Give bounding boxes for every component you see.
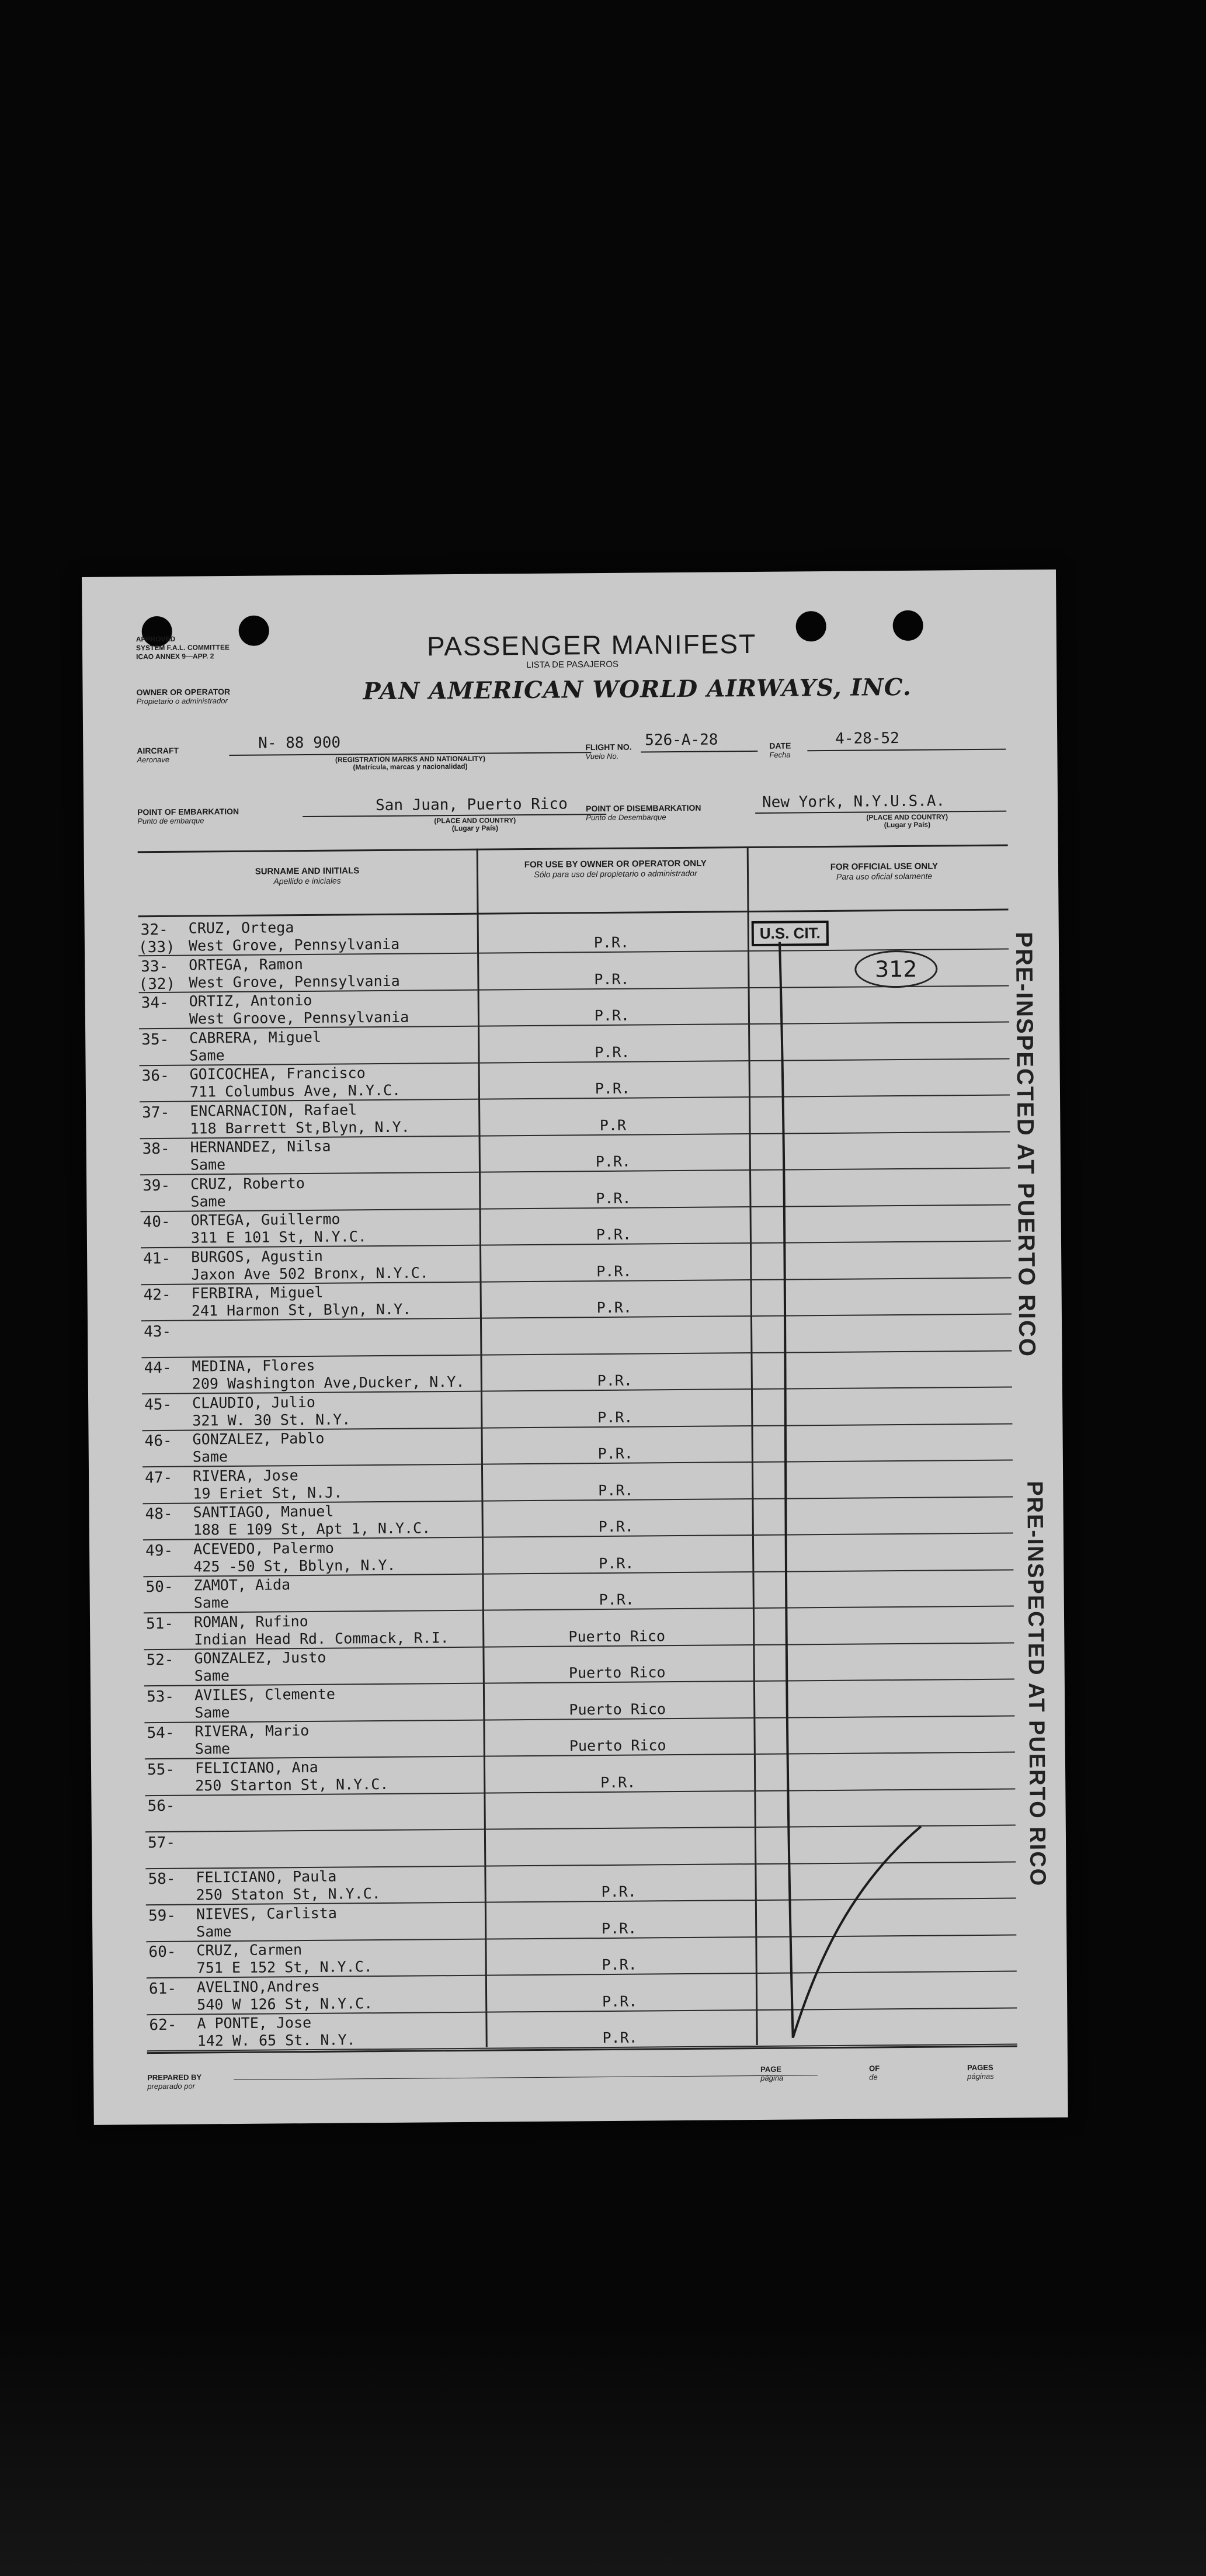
us-citizen-stamp: U.S. CIT. <box>752 921 829 946</box>
approval-line: SYSTEM F.A.L. COMMITTEE <box>135 643 230 652</box>
passenger-address: 142 W. 65 St. N.Y. <box>197 2031 356 2050</box>
owner-entry: P.R. <box>602 1956 637 1974</box>
passenger-name: AVELINO,Andres <box>196 1977 320 1996</box>
row-number: 45- <box>144 1395 172 1414</box>
approval-line: ICAO ANNEX 9—APP. 2 <box>136 652 214 661</box>
pages-label-es: páginas <box>967 2071 994 2081</box>
passenger-address: West Grove, Pennsylvania <box>189 972 400 991</box>
column-header-official <box>773 861 995 883</box>
row-number: 41- <box>143 1249 171 1268</box>
row-number: 36- <box>141 1067 169 1085</box>
passenger-name: AVILES, Clemente <box>194 1685 335 1704</box>
flight-label-es: Vuelo No. <box>585 751 619 761</box>
of-label-es: de <box>869 2072 878 2082</box>
aircraft-label-en: AIRCRAFT <box>137 745 179 756</box>
column-header-official-es: Para uso oficial solamente <box>836 871 933 881</box>
prepared-by-label <box>147 2072 201 2091</box>
circled-count: 312 <box>854 950 937 988</box>
date-label <box>769 741 791 759</box>
owner-label <box>136 687 230 706</box>
of-label-en: OF <box>869 2064 880 2073</box>
disembarkation-label <box>586 803 701 823</box>
column-header-surname-es: Apellido e iniciales <box>273 876 341 886</box>
punch-hole <box>892 610 923 641</box>
passenger-name: ACEVEDO, Palermo <box>193 1539 335 1558</box>
passenger-name: SANTIAGO, Manuel <box>193 1502 334 1521</box>
passenger-address: 19 Eriet St, N.J. <box>193 1484 343 1502</box>
page-subtitle: LISTA DE PASAJEROS <box>526 659 619 671</box>
owner-entry: Puerto Rico <box>568 1664 666 1682</box>
embarkation-label-es: Punto de embarque <box>137 816 204 826</box>
punch-hole <box>239 615 269 645</box>
row-number: 61- <box>148 1980 177 1998</box>
row-number: 39- <box>143 1176 171 1195</box>
date-value: 4-28-52 <box>835 730 899 748</box>
owner-entry: P.R. <box>602 1992 638 2010</box>
passenger-name: GONZALEZ, Justo <box>194 1648 326 1667</box>
owner-entry: Puerto Rico <box>569 1737 666 1755</box>
place-note-es: (Lugar y País) <box>884 820 931 829</box>
passenger-name: FERBIRA, Miguel <box>191 1283 324 1302</box>
passenger-address: 751 E 152 St, N.Y.C. <box>196 1958 373 1977</box>
owner-entry: P.R. <box>601 1883 637 1901</box>
owner-entry: P.R. <box>595 1079 631 1098</box>
disembarkation-place-note <box>819 813 995 829</box>
embarkation-value: San Juan, Puerto Rico <box>375 795 568 815</box>
aircraft-value: N- 88 900 <box>258 734 341 752</box>
row-number: 35- <box>141 1030 169 1049</box>
owner-entry: P.R. <box>600 1773 636 1791</box>
page-label-en: PAGE <box>760 2064 782 2074</box>
row-number: 49- <box>145 1542 173 1560</box>
row-number: 54- <box>147 1724 175 1742</box>
passenger-name: CLAUDIO, Julio <box>192 1393 315 1412</box>
owner-entry: P.R. <box>598 1518 634 1536</box>
embarkation-label-en: POINT OF EMBARKATION <box>137 806 239 817</box>
passenger-address: 250 Starton St, N.Y.C. <box>195 1775 389 1794</box>
column-header-owner-es: Sólo para uso del propietario o administrador <box>534 868 697 879</box>
page-label-es: página <box>760 2073 784 2082</box>
row-number: 34- <box>141 994 169 1012</box>
table-top-rule <box>138 845 1008 853</box>
passenger-address: Same <box>193 1594 230 1612</box>
passenger-name: A PONTE, Jose <box>197 2013 312 2032</box>
passenger-name: ROMAN, Rufino <box>193 1612 308 1631</box>
place-note-en: (PLACE AND COUNTRY) <box>434 816 516 825</box>
date-label-en: DATE <box>769 741 791 751</box>
row-number: 51- <box>145 1615 174 1633</box>
owner-entry: P.R. <box>594 970 630 988</box>
pages-label-en: PAGES <box>967 2063 993 2072</box>
pre-inspected-stamp: PRE-INSPECTED AT PUERTO RICO <box>1022 1481 1050 1887</box>
pages-label <box>967 2063 994 2081</box>
passenger-address: 118 Barrett St,Blyn, N.Y. <box>190 1118 410 1137</box>
owner-entry: P.R. <box>597 1445 634 1463</box>
row-number: 62- <box>149 2016 177 2035</box>
passenger-address: 311 E 101 St, N.Y.C. <box>190 1228 367 1247</box>
column-header-owner-en: FOR USE BY OWNER OR OPERATOR ONLY <box>524 858 707 870</box>
row-number: 33- <box>141 957 169 975</box>
passenger-name: ORTIZ, Antonio <box>189 991 312 1010</box>
passenger-name: ENCARNACION, Rafael <box>190 1100 357 1120</box>
owner-entry: P.R. <box>593 933 630 952</box>
passenger-address: West Groove, Pennsylvania <box>189 1008 409 1027</box>
previous-number: (33) <box>138 938 175 957</box>
aircraft-label-es: Aeronave <box>137 755 170 765</box>
passenger-address: 425 -50 St, Bblyn, N.Y. <box>193 1556 396 1575</box>
passenger-address: Same <box>190 1156 226 1174</box>
column-header-owner <box>493 858 738 880</box>
disembarkation-label-en: POINT OF DISEMBARKATION <box>586 803 701 814</box>
flight-label <box>585 742 632 762</box>
passenger-name: CRUZ, Carmen <box>196 1941 303 1959</box>
column-header-surname <box>138 865 477 888</box>
passenger-name: NIEVES, Carlista <box>196 1904 337 1923</box>
flight-underline <box>641 751 757 753</box>
row-number: 56- <box>147 1797 175 1815</box>
passenger-name: BURGOS, Agustin <box>191 1247 324 1266</box>
owner-entry: P.R. <box>601 1919 637 1937</box>
passenger-address: 250 Staton St, N.Y.C. <box>196 1885 381 1904</box>
row-number: 58- <box>148 1870 176 1888</box>
page-title: PASSENGER MANIFEST <box>426 628 757 662</box>
passenger-address: Same <box>190 1192 226 1210</box>
passenger-name: ZAMOT, Aida <box>193 1576 291 1594</box>
passenger-name: GOICOCHEA, Francisco <box>189 1064 366 1083</box>
row-number: 47- <box>144 1468 173 1487</box>
passenger-address: Same <box>196 1922 232 1940</box>
embarkation-place-note <box>387 817 562 833</box>
passenger-address: Indian Head Rd. Commack, R.I. <box>194 1629 449 1648</box>
row-number: 57- <box>147 1834 176 1852</box>
passenger-address: Same <box>194 1740 231 1758</box>
row-number: 48- <box>145 1505 173 1523</box>
row-number: 44- <box>144 1359 172 1377</box>
passenger-address: 188 E 109 St, Apt 1, N.Y.C. <box>193 1519 431 1539</box>
passenger-address: Jaxon Ave 502 Bronx, N.Y.C. <box>191 1263 429 1283</box>
prepared-by-es: preparado por <box>147 2081 196 2091</box>
passenger-name: GONZALEZ, Pablo <box>192 1429 325 1448</box>
prepared-by-underline <box>234 2075 818 2080</box>
passenger-name: RIVERA, Mario <box>194 1722 310 1740</box>
row-number: 37- <box>142 1103 170 1122</box>
row-number: 43- <box>144 1322 172 1341</box>
owner-entry: P.R. <box>596 1299 632 1317</box>
passenger-address: 209 Washington Ave,Ducker, N.Y. <box>192 1373 465 1393</box>
column-header-official-en: FOR OFFICIAL USE ONLY <box>830 861 939 872</box>
approval-note <box>136 634 230 661</box>
passenger-name: FELICIANO, Paula <box>196 1867 337 1886</box>
scan-background <box>0 2331 1206 2576</box>
punch-hole <box>795 611 826 641</box>
passenger-address: Same <box>194 1667 230 1685</box>
owner-entry: P.R. <box>596 1189 631 1207</box>
date-label-es: Fecha <box>769 750 791 759</box>
owner-entry: P.R. <box>597 1408 633 1426</box>
column-header-surname-en: SURNAME AND INITIALS <box>255 866 360 877</box>
approval-line: APPROVED <box>135 634 176 644</box>
airline-name: PAN AMERICAN WORLD AIRWAYS, INC. <box>363 673 912 706</box>
owner-entry: P.R. <box>599 1554 634 1572</box>
owner-label-es: Propietario o administrador <box>136 696 228 706</box>
owner-entry: P.R. <box>595 1043 630 1061</box>
owner-entry: P.R. <box>597 1372 633 1390</box>
row-number: 42- <box>143 1286 171 1304</box>
aircraft-note <box>258 755 562 772</box>
flight-label-en: FLIGHT NO. <box>585 742 632 752</box>
owner-entry: P.R <box>599 1116 627 1134</box>
passenger-name: FELICIANO, Ana <box>194 1758 318 1777</box>
date-underline <box>807 749 1006 752</box>
passenger-address: 711 Columbus Ave, N.Y.C. <box>189 1081 401 1100</box>
passenger-name: HERNANDEZ, Nilsa <box>190 1137 331 1156</box>
row-number: 55- <box>147 1761 175 1779</box>
passenger-name: CABRERA, Miguel <box>189 1028 322 1047</box>
aircraft-label <box>137 746 179 765</box>
disembarkation-label-es: Punto de Desembarque <box>586 813 666 822</box>
owner-entry: Puerto Rico <box>568 1627 666 1645</box>
row-number: 53- <box>146 1688 175 1706</box>
page-label <box>760 2065 783 2082</box>
previous-number: (32) <box>138 975 176 993</box>
passenger-address: West Grove, Pennsylvania <box>188 935 400 954</box>
owner-entry <box>492 1335 737 1336</box>
owner-entry: P.R. <box>594 1006 630 1025</box>
passenger-name: CRUZ, Roberto <box>190 1174 305 1193</box>
row-number: 32- <box>140 921 168 939</box>
row-number: 52- <box>146 1651 174 1669</box>
pre-inspected-stamp: PRE-INSPECTED AT PUERTO RICO <box>1010 932 1040 1358</box>
check-mark <box>774 939 934 2050</box>
disembarkation-value: New York, N.Y.U.S.A. <box>762 792 946 811</box>
passenger-name: CRUZ, Ortega <box>188 919 294 937</box>
owner-entry <box>496 1846 741 1848</box>
owner-entry <box>496 1809 741 1811</box>
passenger-address: Same <box>194 1703 230 1721</box>
owner-label-en: OWNER OR OPERATOR <box>136 687 231 697</box>
row-number: 60- <box>148 1943 176 1961</box>
owner-entry: P.R. <box>595 1152 631 1171</box>
passenger-address: 321 W. 30 St. N.Y. <box>192 1410 351 1429</box>
prepared-by-en: PREPARED BY <box>147 2072 202 2082</box>
aircraft-note-es: (Matrícula, marcas y nacionalidad) <box>353 762 468 772</box>
owner-entry: P.R. <box>598 1481 634 1499</box>
manifest-sheet <box>82 570 1068 2125</box>
owner-entry: P.R. <box>596 1225 632 1244</box>
passenger-name: ORTEGA, Ramon <box>189 955 303 974</box>
passenger-address: 540 W 126 St, N.Y.C. <box>197 1994 373 2013</box>
place-note-en: (PLACE AND COUNTRY) <box>866 813 948 822</box>
flight-value: 526-A-28 <box>645 731 718 749</box>
row-number: 46- <box>144 1432 172 1450</box>
owner-entry: Puerto Rico <box>569 1700 666 1719</box>
owner-entry: P.R. <box>599 1591 634 1609</box>
aircraft-note-en: (REGISTRATION MARKS AND NATIONALITY) <box>335 754 486 764</box>
embarkation-label <box>137 807 239 826</box>
passenger-name: MEDINA, Flores <box>192 1356 315 1375</box>
row-number: 50- <box>145 1578 173 1596</box>
owner-entry: P.R. <box>596 1262 632 1280</box>
passenger-address: Same <box>192 1448 228 1466</box>
row-number: 59- <box>148 1907 176 1925</box>
passenger-name: ORTEGA, Guillermo <box>190 1210 340 1229</box>
passenger-address: 241 Harmon St, Blyn, N.Y. <box>191 1300 412 1320</box>
owner-entry: P.R. <box>602 2029 638 2047</box>
place-note-es: (Lugar y País) <box>451 824 499 833</box>
of-label <box>869 2064 880 2081</box>
row-number: 40- <box>143 1213 171 1231</box>
passenger-name: RIVERA, Jose <box>192 1466 298 1485</box>
row-number: 38- <box>142 1140 170 1158</box>
passenger-address: Same <box>189 1046 225 1064</box>
